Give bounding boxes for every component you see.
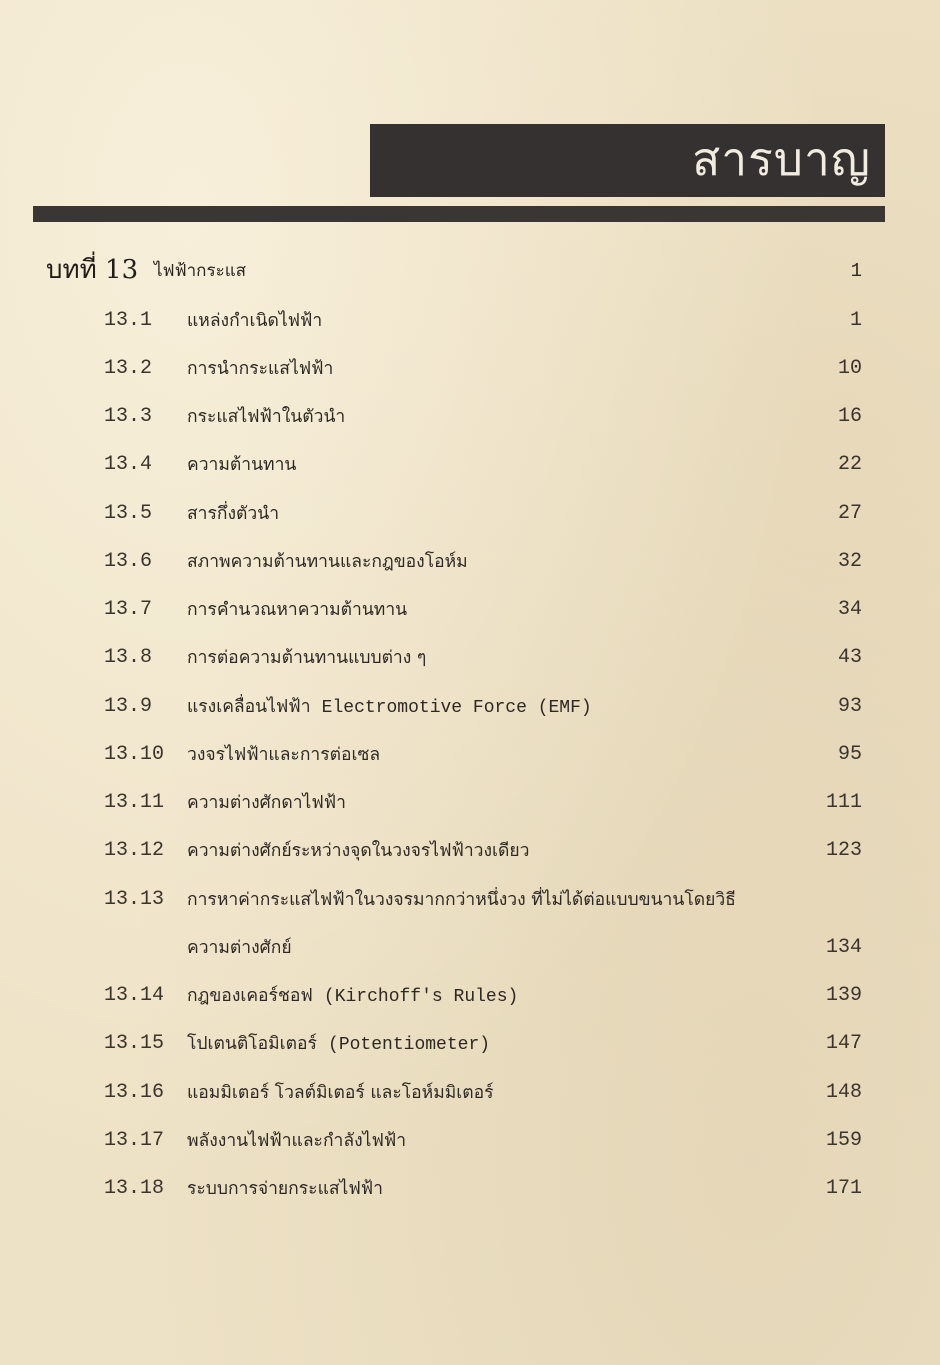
toc-entry bbox=[0, 352, 940, 386]
entry-title: ความต่างศักย์ระหว่างจุดในวงจรไฟฟ้าวงเดียว bbox=[187, 841, 530, 861]
entry-number: 13.11 bbox=[104, 791, 165, 814]
entry-title: พลังงานไฟฟ้าและกำลังไฟฟ้า bbox=[187, 1131, 407, 1151]
entry-number: 13.7 bbox=[104, 598, 153, 621]
entry-number: 13.9 bbox=[104, 695, 153, 718]
entry-page: 148 bbox=[825, 1081, 862, 1104]
entry-number: 13.5 bbox=[104, 502, 153, 525]
entry-title: กระแสไฟฟ้าในตัวนำ bbox=[187, 407, 346, 427]
chapter-title: ไฟฟ้ากระแส bbox=[154, 261, 247, 281]
entry-page: 1 bbox=[849, 309, 862, 332]
entry-number: 13.16 bbox=[104, 1081, 165, 1104]
entry-number: 13.18 bbox=[104, 1177, 165, 1200]
entry-title-english: (Potentiometer) bbox=[328, 1035, 491, 1055]
entry-number: 13.14 bbox=[104, 984, 165, 1007]
entry-page: 134 bbox=[825, 936, 862, 959]
entry-title: กฎของเคอร์ชอฟ (Kirchoff's Rules) bbox=[187, 986, 519, 1007]
entry-page: 22 bbox=[837, 453, 862, 476]
entry-title: สภาพความต้านทานและกฎของโอห์ม bbox=[187, 552, 468, 572]
toc-entry bbox=[0, 400, 940, 434]
entry-page: 159 bbox=[825, 1129, 862, 1152]
entry-title: การหาค่ากระแสไฟฟ้าในวงจรมากกว่าหนึ่งวง ที่ไม่ได้ต่อแบบขนานโดยวิธี bbox=[187, 890, 736, 910]
entry-page: 123 bbox=[825, 839, 862, 862]
entry-page: 171 bbox=[825, 1177, 862, 1200]
entry-number: 13.8 bbox=[104, 646, 153, 669]
page-heading: สารบาญ bbox=[692, 132, 871, 186]
toc-entry bbox=[0, 738, 940, 772]
entry-number: 13.2 bbox=[104, 357, 153, 380]
entry-number: 13.12 bbox=[104, 839, 165, 862]
entry-title: วงจรไฟฟ้าและการต่อเซล bbox=[187, 745, 381, 765]
entry-page: 34 bbox=[837, 598, 862, 621]
entry-page: 93 bbox=[837, 695, 862, 718]
toc-entry bbox=[0, 593, 940, 627]
entry-page: 139 bbox=[825, 984, 862, 1007]
entry-title: สารกึ่งตัวนำ bbox=[187, 504, 280, 524]
toc-entry bbox=[0, 834, 940, 868]
entry-title-english: Electromotive Force (EMF) bbox=[321, 698, 592, 718]
toc-entry bbox=[0, 883, 940, 917]
toc-entry bbox=[0, 690, 940, 724]
entry-page: 147 bbox=[825, 1032, 862, 1055]
toc-entry bbox=[0, 979, 940, 1013]
toc-entry bbox=[0, 448, 940, 482]
entry-page: 43 bbox=[837, 646, 862, 669]
toc-entry-continuation bbox=[0, 931, 940, 965]
entry-title: การคำนวณหาความต้านทาน bbox=[187, 600, 408, 620]
entry-title: ความต้านทาน bbox=[187, 455, 297, 475]
entry-title: โปเตนติโอมิเตอร์ (Potentiometer) bbox=[187, 1034, 491, 1055]
entry-number: 13.15 bbox=[104, 1032, 165, 1055]
toc-entry bbox=[0, 545, 940, 579]
chapter-page: 1 bbox=[850, 260, 862, 282]
entry-number: 13.10 bbox=[104, 743, 165, 766]
entry-title: แอมมิเตอร์ โวลต์มิเตอร์ และโอห์มมิเตอร์ bbox=[187, 1083, 494, 1103]
entry-page: 27 bbox=[837, 502, 862, 525]
toc-entry bbox=[0, 786, 940, 820]
entry-page: 32 bbox=[837, 550, 862, 573]
toc-entry bbox=[0, 1027, 940, 1061]
entry-page: 16 bbox=[837, 405, 862, 428]
toc-entry bbox=[0, 641, 940, 675]
entry-title: แรงเคลื่อนไฟฟ้า Electromotive Force (EMF) bbox=[187, 697, 592, 718]
entry-number: 13.17 bbox=[104, 1129, 165, 1152]
toc-entry bbox=[0, 304, 940, 338]
entry-title-line2: ความต่างศักย์ bbox=[187, 938, 292, 958]
entry-page: 111 bbox=[825, 791, 862, 814]
toc-entry bbox=[0, 1076, 940, 1110]
toc-entry bbox=[0, 1124, 940, 1158]
entry-page: 10 bbox=[837, 357, 862, 380]
entry-title: ระบบการจ่ายกระแสไฟฟ้า bbox=[187, 1179, 383, 1199]
entry-title: ความต่างศักดาไฟฟ้า bbox=[187, 793, 346, 813]
entry-number: 13.13 bbox=[104, 888, 165, 911]
entry-number: 13.1 bbox=[104, 309, 153, 332]
entry-number: 13.3 bbox=[104, 405, 153, 428]
toc-entry bbox=[0, 1172, 940, 1206]
chapter-label: บทที่ 13 bbox=[46, 255, 139, 285]
entry-title: แหล่งกำเนิดไฟฟ้า bbox=[187, 311, 323, 331]
entry-page: 95 bbox=[837, 743, 862, 766]
entry-number: 13.6 bbox=[104, 550, 153, 573]
entry-title-english: (Kirchoff's Rules) bbox=[323, 987, 519, 1007]
entry-number: 13.4 bbox=[104, 453, 153, 476]
toc-entry bbox=[0, 497, 940, 531]
entry-title: การต่อความต้านทานแบบต่าง ๆ bbox=[187, 648, 427, 668]
entry-title: การนำกระแสไฟฟ้า bbox=[187, 359, 334, 379]
